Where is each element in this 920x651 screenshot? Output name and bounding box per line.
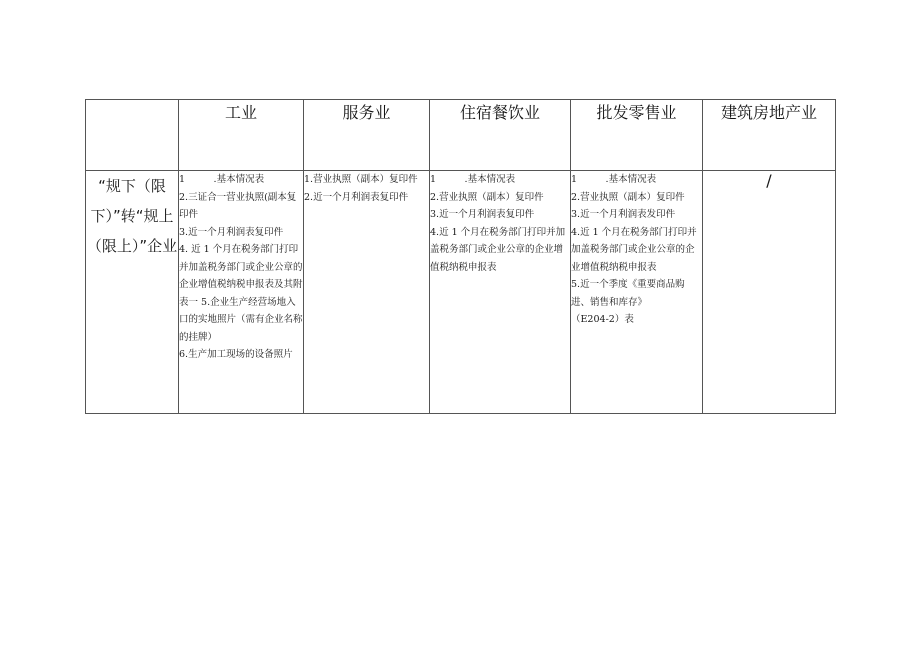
header-corner xyxy=(86,100,179,171)
requirements-table xyxy=(85,99,836,414)
list-item: （E204-2）表 xyxy=(571,314,634,325)
list-item: 1.营业执照（副本）复印件 xyxy=(304,174,418,185)
list-item: 4.近 1 个月在税务部门打印并加盖税务部门或企业公章的企业增值税纳税申报表 xyxy=(571,226,697,273)
list-item: 2.近一个月利润表复印件 xyxy=(304,191,409,203)
cell-services xyxy=(304,171,430,414)
list-item: 6.生产加工现场的设备照片 xyxy=(179,349,293,360)
list-item: 3.近一个月利润表发印件 xyxy=(571,209,676,220)
list-item: 2.营业执照（副本）复印件 xyxy=(571,191,685,203)
list-item: 3.近一个月利润表复印件 xyxy=(430,209,535,220)
cell-accommodation xyxy=(430,171,571,414)
row-label: “规下（限下）”转“规上（限上）”企业 xyxy=(86,171,179,414)
list-item: 4. 近 1 个月在税务部门打印并加盖税务部门或企业公章的企业增值税纳税申报表及其附表一 5.企业生产经营场地入口的实地照片（需有企业名称的挂牌） xyxy=(179,244,303,343)
list-item: 1 .基本情况表 xyxy=(571,174,657,185)
cell-industry xyxy=(179,171,304,414)
list-item: 2.三证合一营业执照(副本复印件 xyxy=(179,191,297,220)
list-item: 3.近一个月利润表复印件 xyxy=(179,226,284,238)
cell-wholesale xyxy=(571,171,703,414)
list-item: 1 .基本情况表 xyxy=(430,174,516,185)
list-item: 1 .基本情况表 xyxy=(179,174,265,185)
cell-construction: / xyxy=(703,171,836,414)
header-construction: 建筑房地产业 xyxy=(703,100,836,171)
header-industry: 工业 xyxy=(179,100,304,171)
header-services: 服务业 xyxy=(304,100,430,171)
list-item: 2.营业执照（副本）复印件 xyxy=(430,191,544,203)
header-row xyxy=(86,100,836,171)
table-row xyxy=(86,171,836,414)
header-wholesale: 批发零售业 xyxy=(571,100,703,171)
header-accommodation: 住宿餐饮业 xyxy=(430,100,571,171)
list-item: 4.近 1 个月在税务部门打印并加盖税务部门或企业公章的企业增值税纳税申报表 xyxy=(430,226,566,273)
list-item: 5.近一个季度《重要商品购进、销售和库存》 xyxy=(571,279,685,308)
